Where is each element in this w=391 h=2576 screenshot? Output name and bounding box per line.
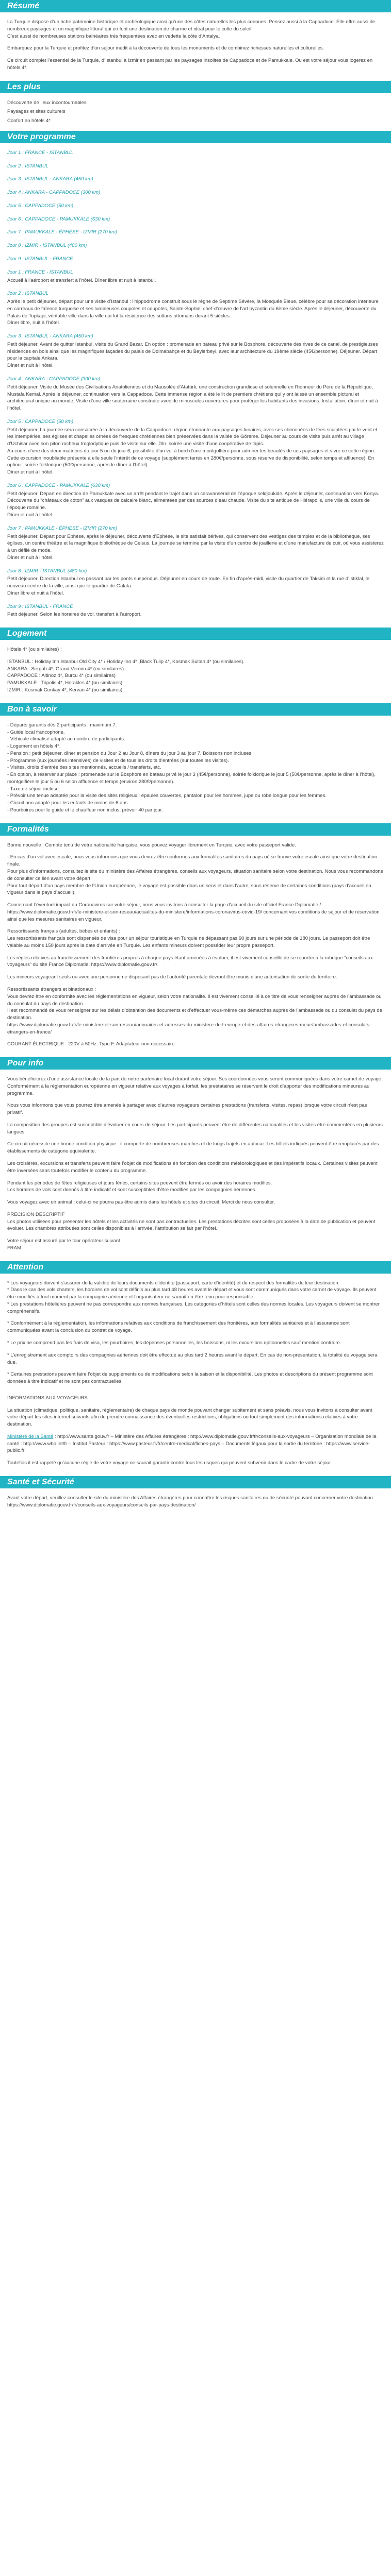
formalites-paragraph: Bonne nouvelle : Compte tenu de votre nationalité française, vous pouvez voyager librement en Turquie, avec votre passeport valide. [7, 842, 296, 848]
formalites-paragraph: Concernant l’éventuel impact du Coronavirus sur votre séjour, nous vous invitons à consulter la page d’accueil du site officiel France Diplomatie / ... https://www.diplomatie.gouv.fr/fr/le-ministere-et-son-reseau/actualites-du-ministere/informations-coronavirus-covid-19/ concernant vos conditions de séjour et de réservation ainsi que les mesures sanitaires en vigueur. [7, 902, 380, 922]
formalites-paragraph: Les règles relatives au franchissement des frontières propres à chaque pays étant amenées à évoluer, il est vivement conseillé de se reporter à la rubrique “conseils aux voyageurs” du site France Diplomatie, https://www.diplomatie.gouv.fr/. [7, 955, 373, 968]
section-header-sante: Santé et Sécurité [0, 1476, 391, 1488]
programme-day-text: Après le petit déjeuner, départ pour une visite d’Istanbul : l’hippodrome construit sous le règne de Septime Sévère, la Mosquée Bleue, célèbre pour sa décoration intérieure en carreaux de faïence turquoise et ses lumineuses coupoles et coupoles, Sainte-Sophie, chef-d’œuvre de l’art byzantin du 6ème siècle. Après le déjeuner, découverte du Palais de Topkapi, véritable ville dans la ville qui fut la résidence des sultans ottomans durant 5 siècles. Dîner libre, nuit à l’hôtel. [7, 299, 379, 326]
programme-day-title: Jour 6 : CAPPADOCE - PAMUKKALE (630 km) [7, 216, 110, 222]
programme-day-text: Petit déjeuner. Selon les horaires de vol, transfert à l’aéroport. [7, 612, 142, 618]
section-attention [0, 1261, 391, 1395]
section-pourinfo [0, 1057, 391, 1261]
programme-day-title: Jour 5 : CAPPADOCE (50 km) [7, 418, 74, 425]
section-plus [0, 81, 391, 131]
resume-paragraph: Ce circuit complet l’essentiel de la Turquie, d’Istanbul à Izmir en passant par les paysages insolites de Cappadoce et de Pamukkale. Ou est votre séjour vous logerez en hôtels 4*. [7, 58, 373, 71]
resume-paragraph: La Turquie dispose d’un riche patrimoine historique et archéologique ainsi qu’une des côtes naturelles les plus connues. Pensez aussi à la Cappadoce. Elle offre aussi de nombreux paysages et un magnifique littoral qui en font une destination de charme et idéal pour le culte du soleil. C’est aussi de nombreuses stations balnéaires très fréquentées avec en vedette la côte d’Antalya. [7, 19, 376, 39]
programme-day-title: Jour 6 : CAPPADOCE - PAMUKKALE (630 km) [7, 482, 110, 488]
plus-item: Confort en hôtels 4* [7, 118, 51, 124]
programme-day-title: Jour 9 : ISTANBUL - FRANCE [7, 603, 73, 609]
pourinfo-paragraph: Les croisières, excursions et transferts peuvent faire l’objet de modifications en fonction des conditions météorologiques et des impératifs locaux. Certaines visites peuvent être inversées sans toutefois modifier le contenu du programme. [7, 1160, 378, 1174]
formalites-paragraph: Ressortissants français (adultes, bébés et enfants) : Les ressortissants français sont dispensés de visa pour un séjour touristique en Turquie ne dépassant pas 90 jours sur une période de 180 jours. Le passeport doit être valable au moins 150 jours après la date d’arrivée en Turquie. Les enfants mineurs doivent posséder leur propre passeport. [7, 928, 370, 948]
formalites-paragraph: COURANT ÉLECTRIQUE : 220V à 50Hz. Type F. Adaptateur non nécessaire. [7, 1041, 176, 1047]
logement-paragraph: ISTANBUL : Holiday Inn Istanbul Old City 4* / Holiday Inn 4* ,Black Tulip 4*, Kosmak Sultan 4* (ou similaires). ANKARA : Sergah 4*, Grand Vermin 4* (ou similaires) CAPPADOCE : Altinoz 4*, Burcu 4* (ou similaires) PAMUKKALE : Tripolis 4*, Herakles 4* (ou similaires) IZMIR : Kosmak Conkay 4*, Kervan 4* (ou similaires) [7, 658, 245, 693]
informations-title: INFORMATIONS AUX VOYAGEURS : [7, 1395, 91, 1401]
section-formalites [0, 823, 391, 1057]
pourinfo-paragraph: Nous vous informons que vous pourrez être amenés à partager avec d’autres voyageurs certaines prestations (transferts, visites, repas) lorsque votre circuit n’est pas privatif. [7, 1103, 367, 1116]
section-header-pourinfo: Pour info [0, 1057, 391, 1070]
section-header-formalites: Formalités [0, 823, 391, 836]
formalites-paragraph: Les mineurs voyageant seuls ou avec une personne ne disposant pas de l’autorité parentale devront être munis d’une autorisation de sortie du territoire. [7, 974, 337, 980]
savoir-paragraph: - Départs garantis dès 2 participants ; maximum 7. - Guide local francophone. - Véhicule climatisé adapté au nombre de participants. - Logement en hôtels 4*. - Pension : petit déjeuner, dîner et pension du Jour 2 au Jour 8, dîners du jour 3 au jour 7. Boissons non incluses. - Programme (aux journées intensives) de visites et de tous les droits d’entrées (sur toutes les visites). - Visites, droits d’entrée des sites mentionnés, accueils / transferts, etc. - En option, à réserver sur place : promenade sur le Bosphore en bateau privé le jour 3 (45€/personne), soirée folklorique le jour 5 (50€/personne, après le dîner à l’hôtel), montgolfière le jour 5 ou 6 selon affluence et temps (environ 280€/personne). - Taxe de séjour incluse. - Prévoir une tenue adaptée pour la visite des sites religieux : épaules couvertes, pantalon pour les hommes, jupe ou robe longue pour les femmes. - Circuit non adapté pour les enfants de moins de 6 ans. - Pourboires pour le guide et le chauffeur non inclus, prévoir 40 par jour. [7, 722, 376, 813]
programme-day-title: Jour 5 : CAPPADOCE (50 km) [7, 202, 74, 209]
informations-closing: Toutefois il est rappelé qu’aucune règle de votre voyage ne saurait garantir contre tous les risques qui peuvent subvenir dans le cadre de votre séjour. [7, 1460, 332, 1466]
section-savoir [0, 703, 391, 823]
programme-day-title: Jour 1 : FRANCE - ISTANBUL [7, 149, 73, 156]
pourinfo-paragraph: Ce circuit nécessite une bonne condition physique : il comporte de nombreuses marches et de longs trajets en autocar. Les hôtels indiqués peuvent être remplacés par des établissements de catégorie équivalente. [7, 1141, 379, 1155]
formalites-paragraph: - En cas d’un vol avec escale, nous vous informons que vous devrez être conformes aux formalités sanitaires du pays où se trouve votre escale ainsi que votre destination finale. Pour plus d’informations, consultez le site du ministère des Affaires étrangères, conseils aux voyageurs, situation sanitaire selon votre destination. Nous vous recommandons de consulter ce lien avant votre départ. Pour tout départ d’un pays membre de l’Union européenne, le voyage est possible dans un sens et dans l’autre, sous réserve de certaines conditions (pays d’accueil en vigueur dans le pays d’accueil). [7, 854, 383, 896]
pourinfo-paragraph: Votre séjour est assuré par le tour opérateur suivant : FRAM [7, 1238, 123, 1251]
section-header-plus: Les plus [0, 81, 391, 93]
programme-day-title: Jour 8 : IZMIR - ISTANBUL (480 km) [7, 243, 87, 249]
attention-paragraph: * L’enregistrement aux comptoirs des compagnies aériennes doit être effectué au plus tard 2 heures avant le départ. En cas de non-présentation, la totalité du voyage sera due. [7, 1352, 378, 1365]
programme-day-title: Jour 8 : IZMIR - ISTANBUL (480 km) [7, 568, 87, 574]
programme-day-title: Jour 3 : ISTANBUL - ANKARA (450 km) [7, 333, 93, 340]
formalites-paragraph: Ressortissants étrangers et binationaux : Vous devrez être en conformité avec les réglementations en vigueur, selon votre nationalité. Il est vivement conseillé à ce titre de vous renseigner auprès de l’ambassade ou du consulat du pays de destination. Il est recommandé de vous renseigner sur les délais d’obtention des documents et d’effectuer vous-même ces démarches auprès de l’ambassade ou du consulat du pays de destination. https://www.diplomatie.gouv.fr/fr/le-ministere-et-son-reseau/annuaires-et-adresses-du-ministere-de-l-europe-et-des-affaires-etrangeres-meae/ambassades-et-consulats-etrangers-en-france/ [7, 986, 382, 1035]
programme-day-title: Jour 9 : ISTANBUL - FRANCE [7, 256, 73, 262]
logement-paragraph: Hôtels 4* (ou similaires) : [7, 647, 62, 653]
section-header-resume: Résumé [0, 0, 391, 12]
section-sante [0, 1476, 391, 1518]
section-header-logement: Logement [0, 628, 391, 640]
section-header-programme: Votre programme [0, 131, 391, 143]
section-resume [0, 0, 391, 81]
informations-links [7, 1433, 384, 1454]
sante-paragraph: Avant votre départ, veuillez consulter le site du ministère des Affaires étrangères pour connaître les risques sanitaires ou de sécurité pouvant concerner votre destination : https://www.diplomatie.gouv.fr/fr/conseils-aux-voyageurs/conseils-par-pays-destination/ [7, 1495, 376, 1508]
programme-day-text: Petit déjeuner. La journée sera consacrée à la découverte de la Cappadoce, région étonnante aux paysages lunaires, avec ses cheminées de fées sculptées par le vent et les intempéries, ses églises et chapelles ornées de fresques chrétiennes bien préservées dans la vallée de Göreme. Déjeuner au cours de visite puis arrêt au village d’Uchisar avec son piton rocheux troglodytique puis de visite sur elle. Dîn. soirée une visite d’une coopérative de tapis. Au cours d’une des deux matinées du jour 5 ou du jour 6, possibilité d’un vol à bord d’une montgolfière pour admirer les beautés de ces paysages et vivre ce cette région. Cette excursion inoubliable présente à elle seule l’intérêt de ce voyage (supplément tarrés en 280€/personne, sous réserve de disponibilité, selon temps et affluence). En option : soirée folklorique (50€/personne, après le dîner à l’hôtel). Dîner et nuit à l’hôtel. [7, 427, 378, 476]
programme-day-title: Jour 4 : ANKARA - CAPPADOCE (300 km) [7, 376, 101, 382]
attention-paragraph: * Certaines prestations peuvent faire l’objet de suppléments ou de modifications selon la saison et la disponibilité. Les photos et descriptions du présent programme sont données à titre indicatif et ne sont pas contractuelles. [7, 1371, 373, 1385]
resume-paragraph: Embarquez pour la Turquie et profitez d’un séjour inédit à la découverte de tous les monuments et de combinez richesses naturelles et culturelles. [7, 45, 324, 52]
programme-day-title: Jour 2 : ISTANBUL [7, 291, 49, 297]
section-informations [0, 1395, 391, 1476]
programme-day-title: Jour 1 : FRANCE - ISTANBUL [7, 269, 73, 275]
programme-day-text: Petit déjeuner. Direction Istanbul en passant par les ponts suspendus. Déjeuner en cours de route. En fin d’après-midi, visite du quartier de Taksim et la rue d’Istiklal, le nouveau centre de la ville, ainsi que le quartier de Galata. Dîner libre et nuit à l’hôtel. [7, 576, 370, 596]
informations-paragraph: La situation (climatique, politique, sanitaire, réglementaire) de chaque pays de monde pouvant changer subitement et sans préavis, nous vous invitons à consulter avant votre départ les sites internet suivants afin de prendre connaissance des éventuelles restrictions, obligations ou tout simplement des informations relatives à votre destination. [7, 1407, 372, 1428]
programme-day-text: Petit déjeuner. Visite du Musée des Civilisations Anatoliennes et du Mausolée d’Atatürk, une construction grandiose et solennelle en l’honneur du Père de la République, Mustafa Kemal. Après le déjeuner, continuation vers la Cappadoce. Cette immense région a été le lit de premiers chrétiens qui y ont laissé un ensemble pictural et architectural unique au monde. Visite d’une ville souterraine construite avec de minuscules ouvertures pour protéger les habitants des invasions. Installation, dîner et nuit à l’hôtel. [7, 384, 378, 412]
attention-paragraph: * Le prix ne comprend pas les frais de visa, les pourboires, les dépenses personnelles, les boissons, ni les excursions optionnelles sauf mention contraire. [7, 1340, 341, 1346]
section-header-savoir: Bon à savoir [0, 703, 391, 716]
programme-day-title: Jour 7 : PAMUKKALE - ÉPHÈSE - IZMIR (270 km) [7, 525, 118, 531]
section-logement [0, 628, 391, 703]
pourinfo-paragraph: Pendant les périodes de fêtes religieuses et jours fériés, certains sites peuvent être fermés ou avoir des horaires modifiés. Les horaires de vols sont donnés à titre indicatif et sont susceptibles d’être modifiés par les compagnies aériennes. [7, 1180, 272, 1193]
programme-day-text: Petit déjeuner. Départ pour Éphèse, après le déjeuner, découverte d’Éphèse, le site satisfait dérivés, qui conservent des vestiges des temples et de la bibliothèque, ses églises, un centre théâtre et la magnifique bibliothèque de Celsus. La journée se termine par la visite d’un centre de joaillerie et d’une manufacture de cuir, où vous assisterez à un défilé de mode. Dîner et nuit à l’hôtel. [7, 533, 384, 561]
section-programme [0, 131, 391, 628]
pourinfo-paragraph: Vous voyagez avec un animal : celui-ci ne pourra pas être admis dans les hôtels et sites du circuit. Merci de nous consulter. [7, 1199, 275, 1206]
attention-paragraph: * Les voyageurs doivent s’assurer de la validité de leurs documents d’identité (passeport, carte d’identité) et du respect des formalités de leur destination. * Dans le cas des vols charters, les horaires de vol sont définis au plus tard 48 heures avant le départ et vous sont communiqués dans votre carnet de voyage. Ils peuvent être modifiés à tout moment par la compagnie aérienne et l’organisateur ne saurait en être tenu pour responsable. * Les prestations hôtelières peuvent ne pas correspondre aux normes françaises. Les catégories d’hôtels sont celles des normes locales. Les voyageurs doivent se montrer compréhensifs. [7, 1280, 380, 1314]
pourinfo-paragraph: PRÉCISION DESCRIPTIF Les photos utilisées pour présenter les hôtels et les activités ne sont pas contractuelles. Les prestations décrites sont celles proposées à la date de publication et peuvent évoluer. Les chambres attribuées sont celles disponibles à l’arrivée, l’attribution se fait par l’hôtel. [7, 1211, 376, 1232]
programme-day-title: Jour 2 : ISTANBUL [7, 163, 49, 169]
attention-paragraph: * Conformément à la réglementation, les informations relatives aux conditions de franchissement des frontières, aux formalités sanitaires et à l’assurance sont communiquées avant la conclusion du contrat de voyage. [7, 1320, 350, 1334]
plus-item: Paysages et sites culturels [7, 109, 66, 115]
programme-day-title: Jour 7 : PAMUKKALE - ÉPHÈSE - IZMIR (270 km) [7, 229, 118, 235]
programme-day-text: Petit déjeuner. Départ en direction de Pamukkale avec un arrêt pendant le trajet dans un caravansérail de l’époque seldjoukide. Après le déjeuner, continuation vers Konya. Découverte du “châteaux de coton” aux vasques de calcaire blanc, alimentées par des sources d’eau chaude. Visite du site antique de Hiérapolis, une ville du cours de l’époque romaine. Dîner et nuit à l’hôtel. [7, 490, 379, 518]
programme-day-text: Petit déjeuner. Avant de quitter Istanbul, visite du Grand Bazar. En option : promenade en bateau privé sur le Bosphore, découverte des rives de ce canal, de prestigieuses résidences en bois ainsi que les magnifiques façades du palais de Dolmabahçe et du Beylerbeyi, avec leur architecture du 19ème siècle (45€/personne). Déjeuner. Départ pour la capitale Ankara. Dîner et nuit à l’hôtel. [7, 341, 378, 369]
section-header-attention: Attention [0, 1261, 391, 1274]
pourinfo-paragraph: La composition des groupes est susceptible d’évoluer en cours de séjour. Les participants peuvent être de différentes nationalités et les visites être commentées en plusieurs langues. [7, 1122, 383, 1135]
informations-links-text: : http://www.sante.gouv.fr – Ministère des Affaires étrangères : http://www.diplomatie.gouv.fr/fr/conseils-aux-voyageurs – Organisation mondiale de la santé : http://www.who.int/fr – Institut Pasteur : https://www.pasteur.fr/fr/centre-medical/fiches-pays – Documents légaux pour la sortie du territoire : https://www.service-public.fr [7, 1433, 377, 1454]
sante-ministry-link[interactable]: Ministère de la Santé [7, 1433, 54, 1439]
programme-day-text: Accueil à l’aéroport et transfert à l’hôtel. Dîner libre et nuit à Istanbul. [7, 277, 156, 283]
programme-day-title: Jour 4 : ANKARA - CAPPADOCE (300 km) [7, 190, 101, 196]
plus-item: Découverte de lieux incontournables [7, 99, 87, 106]
programme-day-title: Jour 3 : ISTANBUL - ANKARA (450 km) [7, 176, 93, 182]
pourinfo-paragraph: Vous bénéficierez d’une assistance locale de la part de notre partenaire local durant votre séjour. Ses coordonnées vous seront communiquées dans votre carnet de voyage. Conformément à la réglementation européenne en vigueur relative aux voyages à forfait, les prestataires se réservent le droit d’apporter des modifications mineures au programme. [7, 1076, 383, 1096]
programme-days [0, 149, 391, 618]
